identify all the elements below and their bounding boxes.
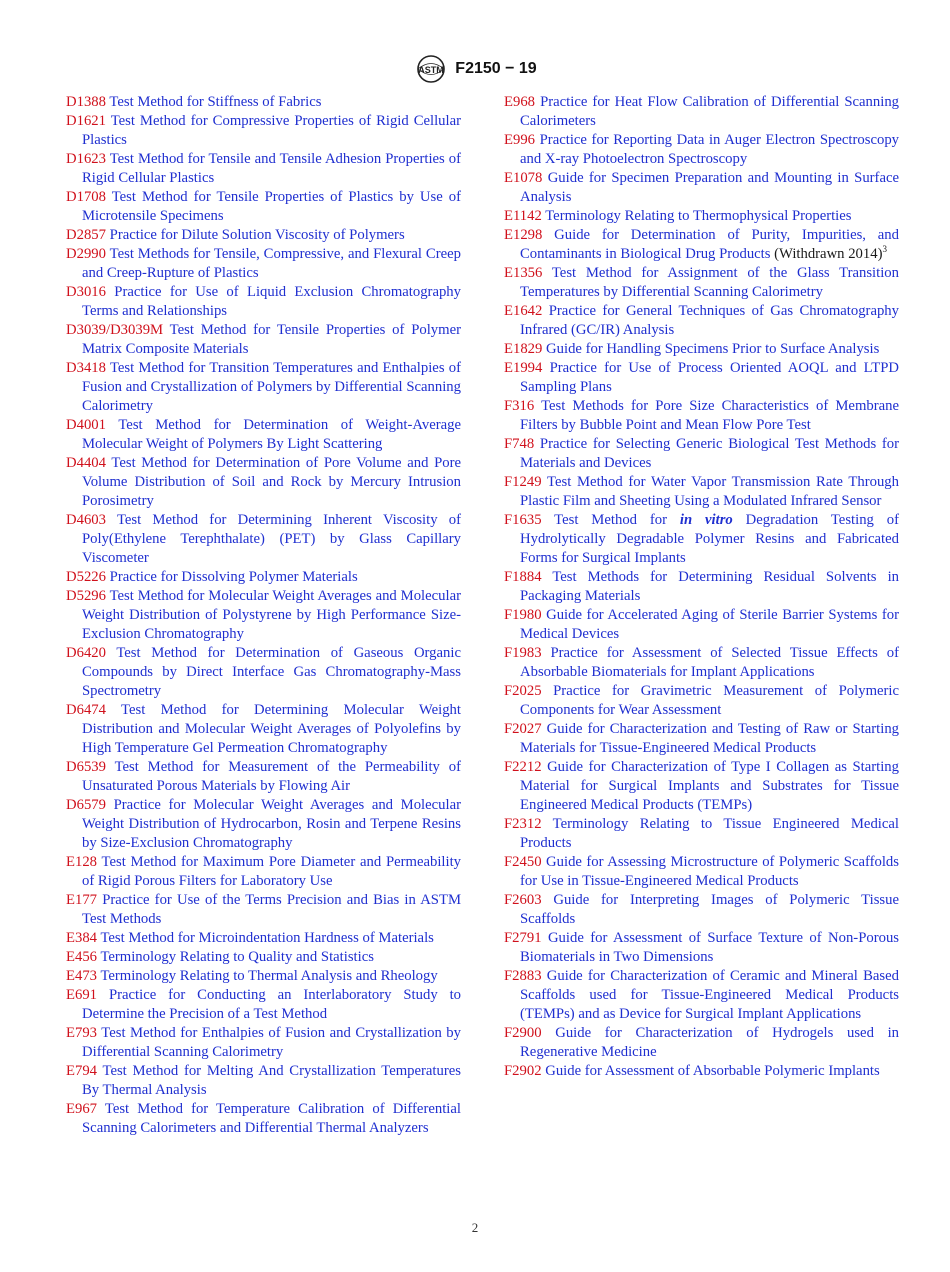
reference-code-link[interactable]: E691 [66,987,98,1003]
reference-entry [504,891,899,929]
reference-title: Practice for Reporting Data in Auger Electron Spectroscopy and X-ray Photoelectron Spectroscopy [520,132,900,167]
reference-code-link[interactable]: D1623 [66,151,106,167]
reference-code-link[interactable]: D5226 [66,569,106,585]
reference-code-link[interactable]: F2212 [504,759,542,775]
reference-title: Test Method for Microindentation Hardness of Materials [100,930,434,946]
svg-text:ASTM: ASTM [418,65,445,75]
reference-title: Guide for Characterization of Ceramic and Mineral Based Scaffolds used for Tissue-Engineered Medical Products (TEMPs) and as Device for Surgical Implant Applications [520,968,899,1022]
reference-title: Practice for Assessment of Selected Tissue Effects of Absorbable Biomaterials for Implant Applications [520,645,899,680]
reference-title: Test Method for Determination of Gaseous Organic Compounds by Direct Interface Gas Chromatography-Mass Spectrometry [82,645,461,699]
reference-code-link[interactable]: F2900 [504,1025,542,1041]
reference-code-link[interactable]: D3418 [66,360,106,376]
reference-title: Guide for Determination of Purity, Impurities, and Contaminants in Biological Drug Products [520,227,899,262]
reference-code-link[interactable]: E473 [66,968,98,984]
reference-entry [66,587,461,644]
reference-entry [66,511,461,568]
reference-code-link[interactable]: E1994 [504,360,543,376]
reference-code-link[interactable]: D5296 [66,588,106,604]
reference-code-link[interactable]: D2990 [66,246,106,262]
reference-entry [504,131,899,169]
reference-title: Terminology Relating to Tissue Engineered Medical Products [520,816,899,851]
reference-title: Test Method for Tensile Properties of Polymer Matrix Composite Materials [82,322,461,357]
reference-entry [504,606,899,644]
reference-code-link[interactable]: F1249 [504,474,542,490]
reference-title: Test Method for Transition Temperatures and Enthalpies of Fusion and Crystallization of Polymers by Differential Scanning Calorimetry [82,360,461,414]
reference-entry [504,226,899,264]
reference-title: Guide for Handling Specimens Prior to Surface Analysis [546,341,880,357]
reference-title: Test Method for Stiffness of Fabrics [109,94,322,110]
reference-title: Practice for Use of the Terms Precision and Bias in ASTM Test Methods [82,892,462,927]
reference-code-link[interactable]: E968 [504,94,536,110]
reference-entry [66,796,461,853]
reference-entry [66,112,461,150]
reference-title: Guide for Assessment of Absorbable Polymeric Implants [545,1063,880,1079]
references-right-column [504,93,899,1081]
reference-code-link[interactable]: D2857 [66,227,106,243]
reference-title: Test Method for Tensile Properties of Plastics by Use of Microtensile Specimens [82,189,461,224]
reference-entry [66,1100,461,1138]
reference-code-link[interactable]: D3039/D3039M [66,322,164,338]
reference-code-link[interactable]: D4001 [66,417,106,433]
reference-entry [504,169,899,207]
reference-entry [66,853,461,891]
reference-code-link[interactable]: E128 [66,854,98,870]
page-header [0,54,950,84]
reference-entry [66,454,461,511]
reference-entry [66,644,461,701]
reference-title: Practice for Dissolving Polymer Materials [109,569,358,585]
reference-entry [66,150,461,188]
reference-entry [504,302,899,340]
reference-code-link[interactable]: E1078 [504,170,543,186]
reference-code-link[interactable]: D1708 [66,189,106,205]
reference-entry [504,853,899,891]
reference-entry [66,321,461,359]
reference-title: Test Method for Tensile and Tensile Adhesion Properties of Rigid Cellular Plastics [82,151,461,186]
reference-code-link[interactable]: F316 [504,398,535,414]
astm-logo-icon [413,54,449,84]
reference-entry [504,568,899,606]
reference-title: Guide for Characterization and Testing of Raw or Starting Materials for Tissue-Engineered Medical Products [520,721,900,756]
reference-code-link[interactable]: D6579 [66,797,106,813]
reference-code-link[interactable]: D1621 [66,113,106,129]
reference-title: Test Method for Assignment of the Glass Transition Temperatures by Differential Scanning Calorimetry [520,265,899,300]
reference-code-link[interactable]: E1142 [504,208,542,224]
reference-title: Test Methods for Pore Size Characteristics of Membrane Filters by Bubble Point and Mean Flow Pore Test [520,398,899,433]
reference-entry [504,435,899,473]
reference-entry [504,340,899,359]
reference-entry [504,473,899,511]
reference-entry [66,1024,461,1062]
reference-title: Test Method for Determining Inherent Viscosity of Poly(Ethylene Terephthalate) (PET) by Glass Capillary Viscometer [82,512,461,566]
reference-entry [504,93,899,131]
reference-title: Guide for Characterization of Type I Collagen as Starting Material for Surgical Implants and Substrates for Tissue Engineered Medical Products (TEMPs) [520,759,899,813]
reference-entry [66,758,461,796]
reference-code-link[interactable]: F748 [504,436,535,452]
reference-code-link[interactable]: E793 [66,1025,98,1041]
document-designation: F2150 − 19 [455,60,537,77]
reference-code-link[interactable]: D6420 [66,645,106,661]
reference-title: Terminology Relating to Quality and Statistics [100,949,374,965]
reference-code-link[interactable]: E1642 [504,303,543,319]
reference-code-link[interactable]: E794 [66,1063,98,1079]
reference-title: Test Method for Molecular Weight Averages and Molecular Weight Distribution of Polystyrene by High Performance Size-Exclusion Chromatography [82,588,461,642]
reference-title: Test Method for Maximum Pore Diameter and Permeability of Rigid Porous Filters for Laboratory Use [82,854,461,889]
reference-code-link[interactable]: E1829 [504,341,543,357]
reference-code-link[interactable]: F1983 [504,645,542,661]
reference-title: Test Method for Determination of Weight-Average Molecular Weight of Polymers By Light Scattering [82,417,461,452]
reference-title: Practice for Heat Flow Calibration of Differential Scanning Calorimeters [520,94,900,129]
reference-entry [66,188,461,226]
reference-title: Practice for Use of Process Oriented AOQL and LTPD Sampling Plans [520,360,899,395]
reference-code-link[interactable]: D4404 [66,455,106,471]
reference-entry [66,1062,461,1100]
reference-title: Practice for General Techniques of Gas Chromatography Infrared (GC/IR) Analysis [520,303,899,338]
reference-title: Test Methods for Determining Residual Solvents in Packaging Materials [520,569,899,604]
reference-title: Test Method for [554,512,680,528]
reference-entry [66,226,461,245]
reference-entry [504,644,899,682]
reference-code-link[interactable]: F2883 [504,968,542,984]
reference-title: Practice for Gravimetric Measurement of Polymeric Components for Wear Assessment [520,683,900,718]
reference-entry [504,720,899,758]
reference-entry [66,568,461,587]
reference-code-link[interactable]: D4603 [66,512,106,528]
reference-title: Test Method for Temperature Calibration of Differential Scanning Calorimeters and Differential Thermal Analyzers [82,1101,461,1136]
reference-title: Test Method for Determining Molecular Weight Distribution and Molecular Weight Averages of Polyolefins by High Temperature Gel Permeation Chromatography [82,702,461,756]
reference-title: Practice for Molecular Weight Averages and Molecular Weight Distribution of Hydrocarbon, Rosin and Terpene Resins by Size-Exclusion Chromatography [82,797,462,851]
reference-code-link[interactable]: F2902 [504,1063,542,1079]
reference-entry [66,929,461,948]
reference-title: Guide for Specimen Preparation and Mounting in Surface Analysis [520,170,900,205]
reference-code-link[interactable]: E967 [66,1101,98,1117]
reference-title-emphasis: in vitro [679,512,733,528]
reference-title: Test Method for Water Vapor Transmission Rate Through Plastic Film and Sheeting Using a Modulated Infrared Sensor [520,474,899,509]
reference-title: Terminology Relating to Thermophysical Properties [545,208,852,224]
reference-title: Practice for Selecting Generic Biological Test Methods for Materials and Devices [520,436,900,471]
reference-entry [66,245,461,283]
reference-entry [504,397,899,435]
reference-title: Guide for Characterization of Hydrogels used in Regenerative Medicine [520,1025,900,1060]
reference-code-link[interactable]: F2791 [504,930,542,946]
reference-title: Guide for Assessment of Surface Texture of Non-Porous Biomaterials in Two Dimensions [520,930,899,965]
reference-code-link[interactable]: F2312 [504,816,542,832]
reference-entry [504,1062,899,1081]
reference-title: Practice for Dilute Solution Viscosity of Polymers [109,227,405,243]
reference-title: Test Method for Determination of Pore Volume and Pore Volume Distribution of Soil and Rock by Mercury Intrusion Porosimetry [82,455,461,509]
reference-entry [66,986,461,1024]
reference-title: Test Method for Melting And Crystallization Temperatures By Thermal Analysis [82,1063,461,1098]
reference-title: Test Method for Compressive Properties of Rigid Cellular Plastics [82,113,461,148]
reference-entry [504,929,899,967]
reference-code-link[interactable]: F2025 [504,683,542,699]
reference-entry [66,93,461,112]
reference-entry [504,682,899,720]
reference-code-link[interactable]: D3016 [66,284,106,300]
reference-entry [504,511,899,568]
reference-code-link[interactable]: D1388 [66,94,106,110]
reference-code-link[interactable]: D6474 [66,702,106,718]
references-left-column [66,93,461,1138]
reference-code-link[interactable]: E996 [504,132,536,148]
reference-entry [504,967,899,1024]
reference-title: Test Method for Measurement of the Permeability of Unsaturated Porous Materials by Flowing Air [82,759,461,794]
reference-title: Guide for Interpreting Images of Polymeric Tissue Scaffolds [520,892,900,927]
reference-entry [504,758,899,815]
withdrawn-note: (Withdrawn 2014) [774,246,883,262]
reference-code-link[interactable]: F2027 [504,721,542,737]
reference-code-link[interactable]: F1884 [504,569,542,585]
reference-entry [66,283,461,321]
reference-code-link[interactable]: F1635 [504,512,542,528]
reference-code-link[interactable]: E456 [66,949,98,965]
reference-title: Test Method for Enthalpies of Fusion and Crystallization by Differential Scanning Calorimetry [82,1025,461,1060]
reference-entry [66,948,461,967]
reference-entry [66,416,461,454]
reference-entry [504,264,899,302]
reference-entry [66,891,461,929]
page-number: 2 [471,1220,479,1235]
reference-title: Degradation Testing of Hydrolytically Degradable Polymer Resins and Fabricated Forms for Surgical Implants [520,512,899,566]
reference-code-link[interactable]: D6539 [66,759,106,775]
reference-entry [504,1024,899,1062]
footnote-marker: 3 [882,244,887,255]
reference-code-link[interactable]: E1298 [504,227,543,243]
reference-entry [66,967,461,986]
reference-code-link[interactable]: E384 [66,930,98,946]
reference-title: Practice for Use of Liquid Exclusion Chromatography Terms and Relationships [82,284,461,319]
reference-code-link[interactable]: F1980 [504,607,542,623]
reference-entry [504,207,899,226]
reference-code-link[interactable]: E177 [66,892,98,908]
reference-entry [66,701,461,758]
reference-title: Guide for Accelerated Aging of Sterile Barrier Systems for Medical Devices [520,607,900,642]
reference-title: Guide for Assessing Microstructure of Polymeric Scaffolds for Use in Tissue-Engineered Medical Products [520,854,899,889]
reference-code-link[interactable]: F2450 [504,854,542,870]
reference-title: Terminology Relating to Thermal Analysis and Rheology [100,968,438,984]
reference-entry [504,359,899,397]
reference-title: Test Methods for Tensile, Compressive, and Flexural Creep and Creep-Rupture of Plastics [82,246,461,281]
reference-title: Practice for Conducting an Interlaboratory Study to Determine the Precision of a Test Method [82,987,461,1022]
reference-code-link[interactable]: E1356 [504,265,543,281]
reference-code-link[interactable]: F2603 [504,892,542,908]
reference-entry [504,815,899,853]
reference-entry [66,359,461,416]
